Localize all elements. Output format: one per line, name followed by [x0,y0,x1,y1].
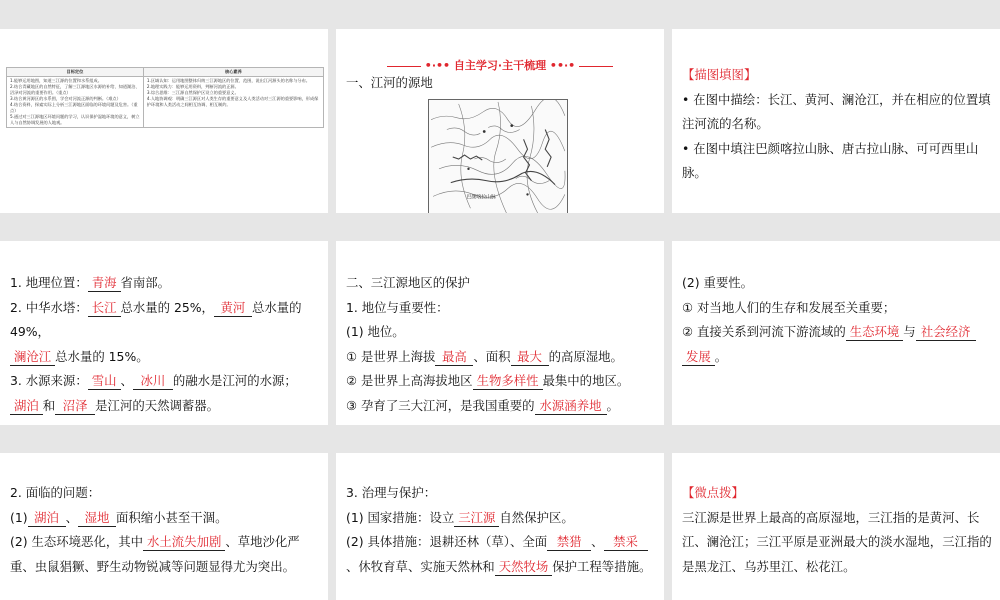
answer-blank: 禁采 [604,534,648,551]
goal-item: 5.通过对三江源地区环境问题的学习，认识保护湿地环境的意义，树立人与自然协调发展的人地观。 [10,114,140,125]
slide-problems [0,453,328,600]
literacy-item: 3.综合思维：三江源自然保护区设立的重要意义。 [146,90,239,95]
answer-blank: 黄河 [214,300,252,317]
measure-item: (1) 国家措施：设立 三江源 自然保护区。 [346,509,574,525]
goal-item: 3.结合黄河源区的水系图，学会对河流正源的判断。（难点） [10,96,121,101]
answer-blank: 湖泊 [10,398,43,415]
table-header-goal: 目标定位 [7,68,144,77]
map-drawing [429,100,567,213]
task-bullet-rivers: • 在图中描绘：长江、黄河、澜沧江，并在相应的位置填注河流的名称。 [682,91,991,131]
table-cell-literacy [143,77,323,128]
answer-blank: 水土流失加剧 [143,534,225,551]
table-header-literacy: 核心素养 [143,68,323,77]
sub-heading: 1. 地位与重要性： [346,299,449,315]
task-title: 【描图填图】 [682,67,757,82]
goal-item: 2.结合青藏地区的自然特征，了解三江源地区水源的补给、知道湖泊、沼泽对河流的重要作用。（重点） [10,84,140,95]
answer-blank: 发展 [682,349,715,366]
measure-item: (2) 具体措施：退耕还林（草）、全面 禁猎 、 禁采、休牧育草、实施天然林和 天然牧场 保护工程等措施。 [346,534,652,574]
answer-blank: 湿地 [78,510,116,527]
answer-blank: 三江源 [454,510,499,527]
section-heading: 一、江河的源地 [346,75,433,90]
answer-blank: 禁猎 [547,534,591,551]
slide-map-task [672,29,1000,213]
literacy-item: 2.地理实践力：能够运用资料，判断河流的正源。 [146,84,239,89]
answer-blank: 最大 [511,349,549,366]
status-item: ② 是世界上高海拔地区 生物多样性 最集中的地区。 [346,373,630,388]
tips-text: 三江源是世界上最高的高原湿地，三江指的是黄河、长江、澜沧江；三江平原是亚洲最大的淡水湿地，三江指的是黑龙江、乌苏里江、松花江。 [682,509,992,574]
goal-item: 1.能够运用地图，知道三江源的位置和水系组成。 [10,78,102,83]
sub-heading: 2. 面临的问题： [10,485,101,500]
answer-blank: 社会经济 [916,324,976,341]
slide-tips [672,453,1000,600]
status-item: ③ 孕育了三大江河，是我国重要的 水源涵养地 。 [346,397,619,413]
importance-item: ② 直接关系到河流下游流域的 生态环境 与 社会经济 发展 。 [682,320,992,369]
answer-blank: 天然牧场 [495,559,553,576]
sub-heading: (2) 重要性。 [682,275,754,290]
water-tower-line: 2. 中华水塔： 长江 总水量的 25%， 黄河 总水量的 49%， 澜沧江 总水量的 15%。 [10,299,302,364]
sub-heading: (1) 地位。 [346,324,405,339]
map-label-range: 巴颜喀拉山脉 [466,194,496,201]
answer-blank: 生态环境 [846,324,904,341]
importance-item: ① 对当地人们的生存和发展至关重要； [682,299,896,315]
answer-blank: 最高 [435,349,473,366]
location-line: 1. 地理位置： 青海 省南部。 [10,275,171,290]
answer-blank: 沼泽 [55,398,95,415]
slide-importance [672,241,1000,425]
slide-measures [336,453,664,600]
status-item: ① 是世界上海拔 最高 、面积 最大 的高原湿地。 [346,348,623,364]
goal-item: 4.结合资料，探索实际上分析三江源地区面临的环境问题及危害。（重点） [10,102,138,113]
answer-blank: 青海 [88,275,121,292]
slide-river-source [336,29,664,213]
answer-blank: 雪山 [88,373,121,390]
literacy-item: 1.区域认知：运用地图整体归纳三江源地区的位置、范围，说出江河源头的名称与分布。 [146,78,310,83]
problem-item: (2) 生态环境恶化，其中 水土流失加剧 、草地沙化严重、虫鼠猖獗、野生动物锐减等问题显得尤为突出。 [10,534,300,574]
answer-blank: 澜沧江 [10,349,55,366]
answer-blank: 水源涵养地 [535,398,607,415]
slide-protection [336,241,664,425]
slide-objectives [0,29,328,213]
objectives-table [6,67,324,128]
sub-heading: 3. 治理与保护： [346,485,437,500]
answer-blank: 湖泊 [28,510,66,527]
task-bullet-mountains: • 在图中填注巴颜喀拉山脉、唐古拉山脉、可可西里山脉。 [682,140,979,180]
water-source-line: 3. 水源来源： 雪山 、 冰川 的融水是江河的水源； 湖泊 和 沼泽 是江河的天然调蓄器。 [10,373,297,413]
section-heading: 二、三江源地区的保护 [346,275,470,290]
answer-blank: 冰川 [133,373,173,390]
tips-title: 【微点拨】 [682,485,744,500]
literacy-item: 4.人地协调观：明确三江源区对人类生存的重要意义及人类活动对三江源的重要影响，形成保护环境和人类活动之间相互协调、相互制约。 [146,96,319,107]
slide-location [0,241,328,425]
answer-blank: 生物多样性 [473,373,543,390]
sanjiangyuan-map [428,99,568,213]
problem-item: (1) 湖泊 、 湿地 面积缩小甚至干涸。 [10,509,228,525]
answer-blank: 长江 [88,300,121,317]
section-banner: •·•• 自主学习·主干梳理 ••·• [336,57,664,73]
table-cell-goals [7,77,144,128]
